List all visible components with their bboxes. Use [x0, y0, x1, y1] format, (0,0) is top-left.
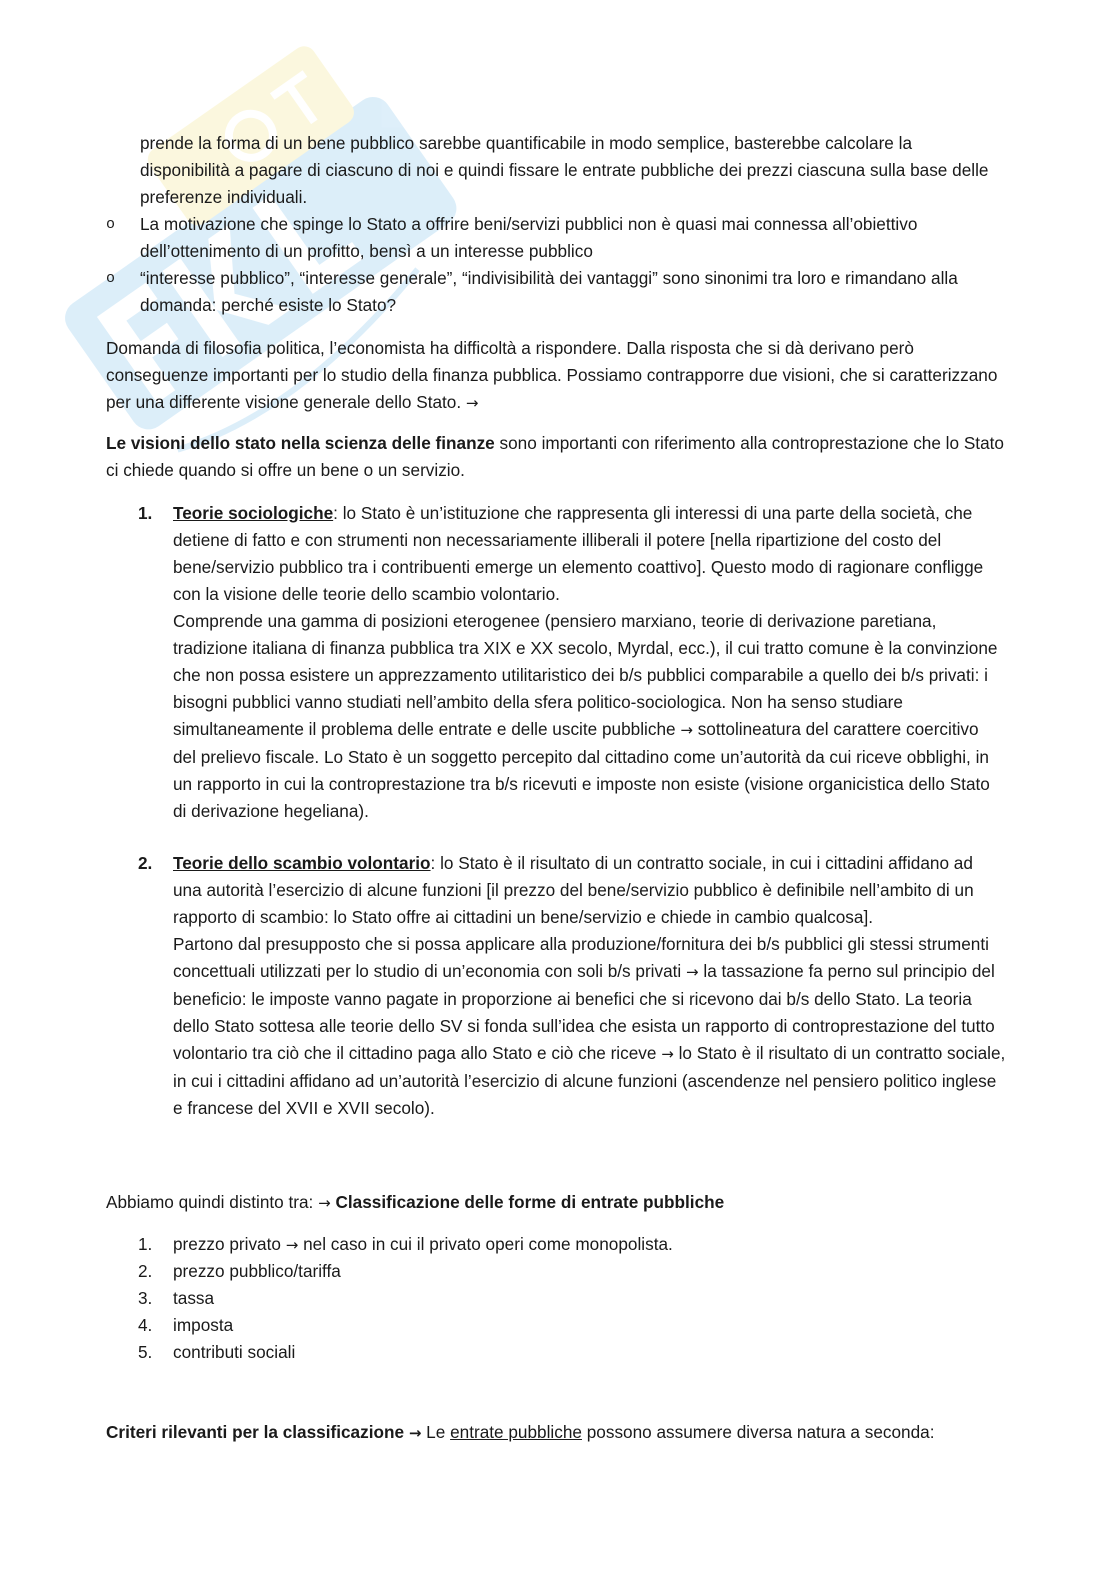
intro-continuation-text: prende la forma di un bene pubblico sarebbe quantificabile in modo semplice, basterebbe calcolare la disponibilità a pagare di ciascuno di noi e quindi fissare le entrate pubbliche dei prezzi ciascuna sulla base delle preferenze individuali. [140, 133, 989, 207]
visioni-text: sono importanti con riferimento alla controprestazione che lo Stato ci chiede quando si offre un bene o un servizio. [106, 433, 1004, 480]
teoria-number: 2. [138, 853, 153, 873]
paragraph-distinto [106, 1189, 1006, 1217]
teoria-title: Teorie dello scambio volontario [173, 853, 431, 873]
teoria-detail: lo Stato è il risultato di un contratto sociale, in cui i cittadini affidano ad un’autorità l’esercizio di alcune funzioni (ascendenze nel pensiero politico inglese e francese del XVII e XVII secolo). [173, 1043, 1006, 1118]
entrata-number: 5. [138, 1342, 153, 1362]
arrow-icon: → [680, 721, 693, 739]
teoria-detail: sottolineatura del carattere coercitivo del prelievo fiscale. Lo Stato è un soggetto percepito dal cittadino come un’autorità da cui riceve obblighi, in un rapporto in cui la controprestazione tra b/s ricevuti e imposte non esiste (visione organicistica dello Stato di derivazione hegeliana). [173, 719, 990, 821]
entrata-list-item [106, 1258, 1006, 1285]
criteri-mid: Le [421, 1422, 451, 1442]
teoria-item-sociologiche [106, 500, 1006, 825]
entrata-label: prezzo pubblico/tariffa [173, 1261, 341, 1281]
paragraph-visioni [106, 430, 1006, 484]
criteri-underlined: entrate pubbliche [450, 1422, 582, 1442]
bullet-marker: o [106, 270, 116, 287]
distinto-lead: Abbiamo quindi distinto tra: [106, 1192, 319, 1212]
entrata-number: 2. [138, 1261, 153, 1281]
criteri-heading: Criteri rilevanti per la classificazione [106, 1422, 409, 1442]
paragraph-domanda [106, 335, 1006, 417]
bullet-item [106, 211, 1006, 265]
intro-continuation [140, 130, 1006, 211]
arrow-icon: → [686, 963, 699, 981]
entrata-label: imposta [173, 1315, 234, 1335]
entrata-list-item [106, 1285, 1006, 1312]
teoria-text: : lo Stato è il risultato di un contratto sociale, in cui i cittadini affidano ad una autorità l’esercizio di alcune funzioni [il prezzo del bene/servizio pubblico è definibile nell’ambito di un rapporto di scambio: lo Stato offre ai cittadini un bene/servizio e chiede in cambio qualcosa]. [173, 853, 974, 927]
bullet-text: “interesse pubblico”, “interesse generale”, “indivisibilità dei vantaggi” sono sinonimi tra loro e rimandano alla domanda: perché esiste lo Stato? [140, 268, 958, 315]
visioni-heading: Le visioni dello stato nella scienza delle finanze [106, 433, 495, 453]
arrow-icon: → [318, 1194, 331, 1212]
entrata-list-item [106, 1339, 1006, 1366]
arrow-icon: → [408, 1424, 422, 1442]
teoria-detail: Partono dal presupposto che si possa applicare alla produzione/fornitura dei b/s pubblici gli stessi strumenti concettuali utilizzati per lo studio di un’economia con soli b/s privati [173, 934, 989, 981]
teoria-text: : lo Stato è un’istituzione che rappresenta gli interessi di una parte della società, che detiene di fatto e con strumenti non necessariamente illiberali il potere [nella ripartizione del costo del bene/servizio pubblico tra i contribuenti emerge un elemento coattivo]. Questo modo di ragionare confligge con la visione delle teorie dello scambio volontario. [173, 503, 984, 604]
entrata-label: prezzo privato [173, 1234, 286, 1254]
distinto-heading: Classificazione delle forme di entrate pubbliche [335, 1192, 725, 1212]
criteri-text: possono assumere diversa natura a seconda: [581, 1422, 935, 1442]
entrata-label: contributi sociali [173, 1342, 296, 1362]
paragraph-criteri [106, 1419, 1006, 1447]
bullet-item [106, 265, 1006, 319]
bullet-marker: o [106, 216, 116, 233]
entrata-list-item [106, 1312, 1006, 1339]
entrata-list-item [106, 1231, 1006, 1259]
arrow-icon: → [661, 1045, 674, 1063]
entrata-number: 3. [138, 1288, 153, 1308]
teoria-detail: la tassazione fa perno sul principio del beneficio: le imposte vanno pagate in proporzione ai benefici che si ricevono dai b/s dello Stato. La teoria dello Stato sottesa alle teorie dello SV si fonda sull’idea che esista un rapporto di controprestazione del tutto volontario tra ciò che il cittadino paga allo Stato e ciò che riceve [173, 961, 995, 1063]
bullet-text: La motivazione che spinge lo Stato a offrire beni/servizi pubblici non è quasi mai connessa all’obiettivo dell’ottenimento di un profitto, bensì a un interesse pubblico [140, 214, 918, 261]
paragraph-domanda-text: Domanda di filosofia politica, l’economista ha difficoltà a rispondere. Dalla risposta che si dà derivano però conseguenze importanti per lo studio della finanza pubblica. Possiamo contrapporre due visioni, che si caratterizzano per una differente visione generale dello Stato. [106, 338, 998, 412]
teoria-item-scambio-volontario [106, 850, 1006, 1122]
arrow-icon: → [285, 1236, 299, 1254]
entrata-number: 4. [138, 1315, 153, 1335]
teoria-title: Teorie sociologiche [173, 503, 334, 523]
teoria-number: 1. [138, 503, 153, 523]
entrata-number: 1. [138, 1234, 153, 1254]
entrata-extra: nel caso in cui il privato operi come monopolista. [298, 1234, 673, 1254]
entrata-label: tassa [173, 1288, 215, 1308]
arrow-icon: → [465, 394, 479, 412]
teoria-detail: Comprende una gamma di posizioni eterogenee (pensiero marxiano, teorie di derivazione paretiana, tradizione italiana di finanza pubblica tra XIX e XX secolo, Myrdal, ecc.), il cui tratto comune è la convinzione che non possa esistere un apprezzamento utilitaristico dei b/s pubblici comparabile a quello dei b/s privati: i bisogni pubblici vanno studiati nell’ambito della sfera politico-sociologica. Non ha senso studiare simultaneamente il problema delle entrate e delle uscite pubbliche [173, 611, 998, 739]
